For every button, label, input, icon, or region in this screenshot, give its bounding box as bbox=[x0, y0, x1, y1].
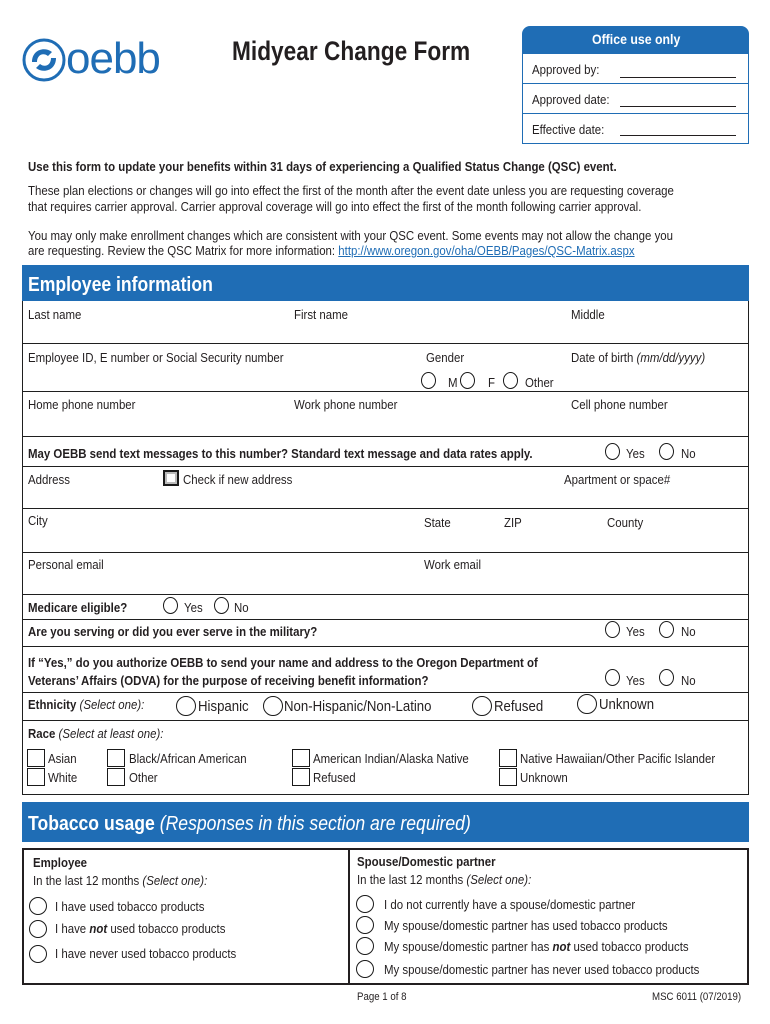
race-unknown-checkbox[interactable] bbox=[499, 768, 517, 786]
emp-not-used-label: I have not used tobacco products bbox=[55, 921, 226, 936]
county-label: County bbox=[607, 515, 644, 530]
qsc-matrix-link[interactable]: http://www.oregon.gov/oha/OEBB/Pages/QSC-Matrix.aspx bbox=[338, 243, 635, 258]
state-label: State bbox=[424, 515, 451, 530]
last-name-label: Last name bbox=[28, 307, 82, 322]
emp-not-used-radio[interactable] bbox=[29, 920, 47, 938]
tobacco-partner-heading: Spouse/Domestic partner bbox=[357, 854, 496, 869]
military-yes-radio[interactable] bbox=[605, 621, 620, 638]
odva-no-radio[interactable] bbox=[659, 669, 674, 686]
race-unknown-label: Unknown bbox=[520, 770, 568, 785]
intro-paragraph-2-line-2: are requesting. Review the QSC Matrix for more information: http://www.oregon.gov/oha/OEBB/Pages/QSC-Matrix.aspx bbox=[28, 243, 635, 258]
office-use-title: Office use only bbox=[592, 31, 681, 47]
cell-phone-label: Cell phone number bbox=[571, 397, 668, 412]
logo-wordmark: oebb bbox=[66, 34, 160, 83]
ethnicity-label: Ethnicity (Select one): bbox=[28, 697, 145, 712]
intro-paragraph-2-line-1: You may only make enrollment changes which are consistent with your QSC event. Some events may not allow the change you bbox=[28, 228, 674, 243]
apartment-label: Apartment or space# bbox=[564, 472, 671, 487]
text-yes-label: Yes bbox=[626, 446, 645, 461]
ethnicity-hispanic-label: Hispanic bbox=[198, 698, 249, 715]
ethnicity-unknown-label: Unknown bbox=[599, 696, 655, 713]
gender-m-label: M bbox=[448, 375, 458, 390]
medicare-yes-radio[interactable] bbox=[163, 597, 178, 614]
emp-used-label: I have used tobacco products bbox=[55, 899, 205, 914]
effective-date-label: Effective date: bbox=[532, 122, 605, 137]
sp-never-used-radio[interactable] bbox=[356, 960, 374, 978]
tobacco-partner-period: In the last 12 months (Select one): bbox=[357, 872, 532, 887]
intro-paragraph-1-line-2: that requires carrier approval. Carrier approval coverage will go into effect the first of the month following carrier approval. bbox=[28, 199, 642, 214]
odva-question-line-2: Veterans’ Affairs (ODVA) for the purpose of receiving benefit information? bbox=[28, 673, 429, 688]
sp-never-used-label: My spouse/domestic partner has never used tobacco products bbox=[384, 962, 700, 977]
emp-used-radio[interactable] bbox=[29, 897, 47, 915]
approved-by-field[interactable] bbox=[620, 77, 736, 78]
military-no-label: No bbox=[681, 624, 696, 639]
medicare-no-label: No bbox=[234, 600, 249, 615]
ethnicity-refused-radio[interactable] bbox=[472, 696, 492, 716]
ethnicity-non-hispanic-radio[interactable] bbox=[263, 696, 283, 716]
odva-question-line-1: If “Yes,” do you authorize OEBB to send your name and address to the Oregon Department of bbox=[28, 655, 538, 670]
race-american-indian-label: American Indian/Alaska Native bbox=[313, 751, 469, 766]
tobacco-employee-period: In the last 12 months (Select one): bbox=[33, 873, 208, 888]
emp-never-used-label: I have never used tobacco products bbox=[55, 946, 237, 961]
race-pacific-islander-checkbox[interactable] bbox=[499, 749, 517, 767]
race-white-checkbox[interactable] bbox=[27, 768, 45, 786]
medicare-question: Medicare eligible? bbox=[28, 600, 128, 615]
race-black-checkbox[interactable] bbox=[107, 749, 125, 767]
tobacco-employee-heading: Employee bbox=[33, 855, 88, 870]
race-asian-checkbox[interactable] bbox=[27, 749, 45, 767]
new-address-checkbox[interactable] bbox=[163, 470, 179, 486]
gender-f-label: F bbox=[488, 375, 495, 390]
sp-not-used-radio[interactable] bbox=[356, 937, 374, 955]
form-id: MSC 6011 (07/2019) bbox=[652, 991, 742, 1003]
odva-yes-label: Yes bbox=[626, 673, 645, 688]
military-no-radio[interactable] bbox=[659, 621, 674, 638]
new-address-label: Check if new address bbox=[183, 472, 293, 487]
sp-used-radio[interactable] bbox=[356, 916, 374, 934]
race-white-label: White bbox=[48, 770, 78, 785]
gender-f-radio[interactable] bbox=[460, 372, 475, 389]
address-label: Address bbox=[28, 472, 70, 487]
ethnicity-unknown-radio[interactable] bbox=[577, 694, 597, 714]
race-label: Race (Select at least one): bbox=[28, 726, 164, 741]
ethnicity-refused-label: Refused bbox=[494, 698, 544, 715]
home-phone-label: Home phone number bbox=[28, 397, 136, 412]
oebb-logo-icon bbox=[22, 38, 66, 82]
ethnicity-hispanic-radio[interactable] bbox=[176, 696, 196, 716]
work-email-label: Work email bbox=[424, 557, 482, 572]
race-black-label: Black/African American bbox=[129, 751, 247, 766]
military-question: Are you serving or did you ever serve in the military? bbox=[28, 624, 318, 639]
intro-paragraph-1-line-1: These plan elections or changes will go into effect the first of the month after the event date unless you are requesting coverage bbox=[28, 183, 674, 198]
race-pacific-islander-label: Native Hawaiian/Other Pacific Islander bbox=[520, 751, 716, 766]
medicare-yes-label: Yes bbox=[184, 600, 203, 615]
odva-no-label: No bbox=[681, 673, 696, 688]
emp-never-used-radio[interactable] bbox=[29, 945, 47, 963]
dob-label: Date of birth (mm/dd/yyyy) bbox=[571, 350, 706, 365]
effective-date-field[interactable] bbox=[620, 135, 736, 136]
tobacco-section-header bbox=[22, 802, 749, 842]
race-asian-label: Asian bbox=[48, 751, 77, 766]
military-yes-label: Yes bbox=[626, 624, 645, 639]
form-title: Midyear Change Form bbox=[232, 36, 471, 66]
race-refused-label: Refused bbox=[313, 770, 356, 785]
gender-other-radio[interactable] bbox=[503, 372, 518, 389]
text-no-radio[interactable] bbox=[659, 443, 674, 460]
middle-label: Middle bbox=[571, 307, 605, 322]
race-other-checkbox[interactable] bbox=[107, 768, 125, 786]
race-other-label: Other bbox=[129, 770, 158, 785]
gender-m-radio[interactable] bbox=[421, 372, 436, 389]
employee-section-title: Employee information bbox=[28, 274, 213, 296]
sp-not-used-label: My spouse/domestic partner has not used tobacco products bbox=[384, 939, 689, 954]
employee-section-header bbox=[22, 265, 749, 301]
city-label: City bbox=[28, 513, 48, 528]
approved-date-label: Approved date: bbox=[532, 92, 610, 107]
text-messages-question: May OEBB send text messages to this number? Standard text message and data rates apply. bbox=[28, 446, 533, 461]
gender-label: Gender bbox=[426, 350, 465, 365]
employee-id-label: Employee ID, E number or Social Security number bbox=[28, 350, 284, 365]
first-name-label: First name bbox=[294, 307, 349, 322]
medicare-no-radio[interactable] bbox=[214, 597, 229, 614]
page-number: Page 1 of 8 bbox=[357, 991, 407, 1003]
tobacco-section-title: Tobacco usage (Responses in this section are required) bbox=[28, 813, 471, 835]
approved-by-label: Approved by: bbox=[532, 62, 600, 77]
sp-no-partner-radio[interactable] bbox=[356, 895, 374, 913]
intro-bold-line: Use this form to update your benefits within 31 days of experiencing a Qualified Status Change (QSC) event. bbox=[28, 159, 617, 174]
work-phone-label: Work phone number bbox=[294, 397, 398, 412]
text-no-label: No bbox=[681, 446, 696, 461]
sp-used-label: My spouse/domestic partner has used tobacco products bbox=[384, 918, 668, 933]
approved-date-field[interactable] bbox=[620, 106, 736, 107]
race-american-indian-checkbox[interactable] bbox=[292, 749, 310, 767]
odva-yes-radio[interactable] bbox=[605, 669, 620, 686]
zip-label: ZIP bbox=[504, 515, 522, 530]
race-refused-checkbox[interactable] bbox=[292, 768, 310, 786]
gender-other-label: Other bbox=[525, 375, 554, 390]
personal-email-label: Personal email bbox=[28, 557, 104, 572]
text-yes-radio[interactable] bbox=[605, 443, 620, 460]
ethnicity-non-hispanic-label: Non-Hispanic/Non-Latino bbox=[284, 698, 432, 715]
sp-no-partner-label: I do not currently have a spouse/domestic partner bbox=[384, 897, 636, 912]
